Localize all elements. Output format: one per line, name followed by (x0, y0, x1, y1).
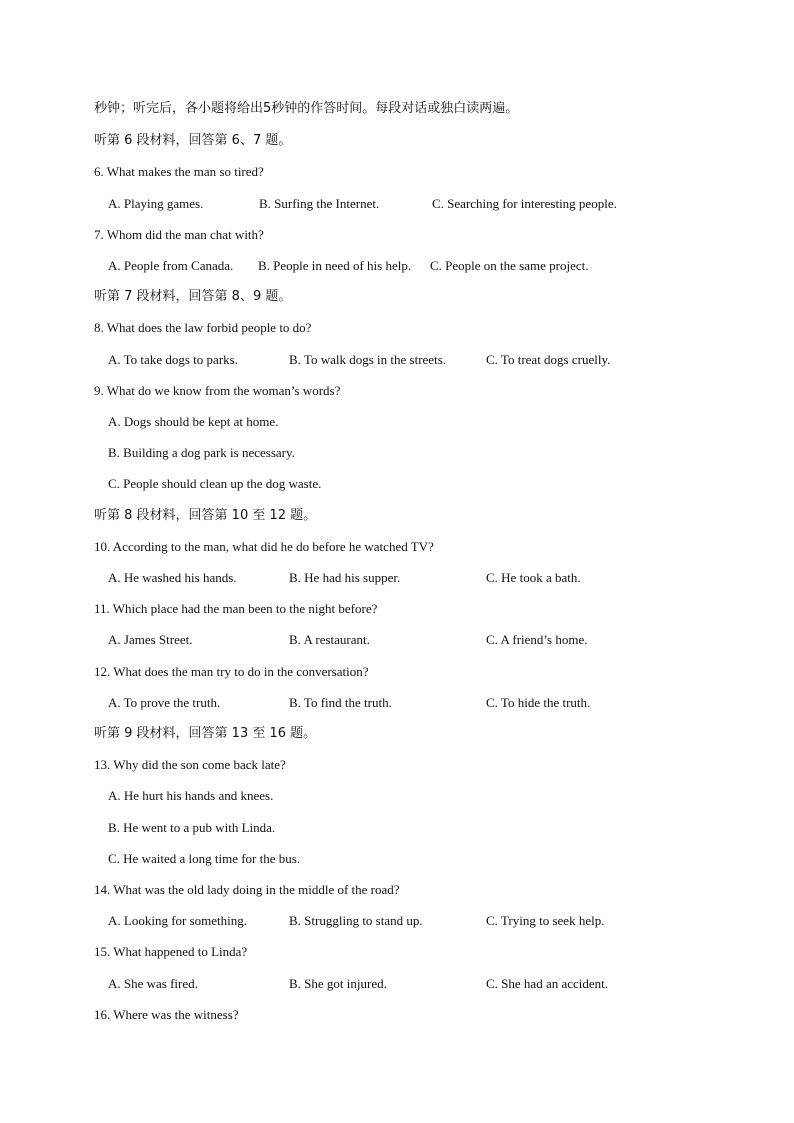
option-c: C. A friend’s home. (486, 632, 588, 647)
option-a: A. To prove the truth. (108, 695, 221, 710)
option-a: A. He hurt his hands and knees. (108, 788, 274, 803)
option-c: C. He waited a long time for the bus. (108, 851, 301, 866)
option-b: B. Surfing the Internet. (259, 196, 380, 211)
option-c: C. Trying to seek help. (486, 913, 605, 928)
option-a: A. Looking for something. (108, 913, 248, 928)
option-a: A. James Street. (108, 632, 193, 647)
option-b: B. To find the truth. (289, 695, 392, 710)
question-stem: 16. Where was the witness? (94, 1007, 239, 1022)
question-stem: 8. What does the law forbid people to do? (94, 320, 312, 335)
section-heading: 听第 6 段材料，回答第 6、7 题。 (94, 133, 292, 148)
question-stem: 6. What makes the man so tired? (94, 164, 264, 179)
option-c: C. She had an accident. (486, 976, 609, 991)
question-stem: 15. What happened to Linda? (94, 944, 248, 959)
option-b: B. Building a dog park is necessary. (108, 445, 295, 460)
option-b: B. She got injured. (289, 976, 387, 991)
option-a: A. Dogs should be kept at home. (108, 414, 279, 429)
option-a: A. Playing games. (108, 196, 204, 211)
option-c: C. Searching for interesting people. (432, 196, 617, 211)
question-stem: 13. Why did the son come back late? (94, 757, 286, 772)
option-b: B. Struggling to stand up. (289, 913, 423, 928)
option-b: B. To walk dogs in the streets. (289, 352, 447, 367)
option-a: A. To take dogs to parks. (108, 352, 238, 367)
question-stem: 7. Whom did the man chat with? (94, 227, 264, 242)
section-heading: 听第 8 段材料，回答第 10 至 12 题。 (94, 508, 317, 523)
question-stem: 10. According to the man, what did he do before he watched TV? (94, 539, 434, 554)
option-c: C. To hide the truth. (486, 695, 591, 710)
section-heading: 听第 7 段材料，回答第 8、9 题。 (94, 289, 292, 304)
question-stem: 12. What does the man try to do in the conversation? (94, 664, 369, 679)
instructions-text: 秒钟；听完后，各小题将给出5秒钟的作答时间。每段对话或独白读两遍。 (94, 101, 519, 116)
option-c: C. He took a bath. (486, 570, 581, 585)
option-b: B. A restaurant. (289, 632, 370, 647)
option-b: B. He went to a pub with Linda. (108, 820, 276, 835)
option-a: A. She was fired. (108, 976, 198, 991)
option-c: C. People on the same project. (430, 258, 589, 273)
option-b: B. People in need of his help. (258, 258, 412, 273)
question-stem: 14. What was the old lady doing in the middle of the road? (94, 882, 400, 897)
question-stem: 11. Which place had the man been to the night before? (94, 601, 378, 616)
section-heading: 听第 9 段材料，回答第 13 至 16 题。 (94, 726, 317, 741)
question-stem: 9. What do we know from the woman’s words? (94, 383, 341, 398)
option-c: C. To treat dogs cruelly. (486, 352, 611, 367)
option-a: A. He washed his hands. (108, 570, 237, 585)
option-a: A. People from Canada. (108, 258, 234, 273)
option-b: B. He had his supper. (289, 570, 401, 585)
option-c: C. People should clean up the dog waste. (108, 476, 322, 491)
